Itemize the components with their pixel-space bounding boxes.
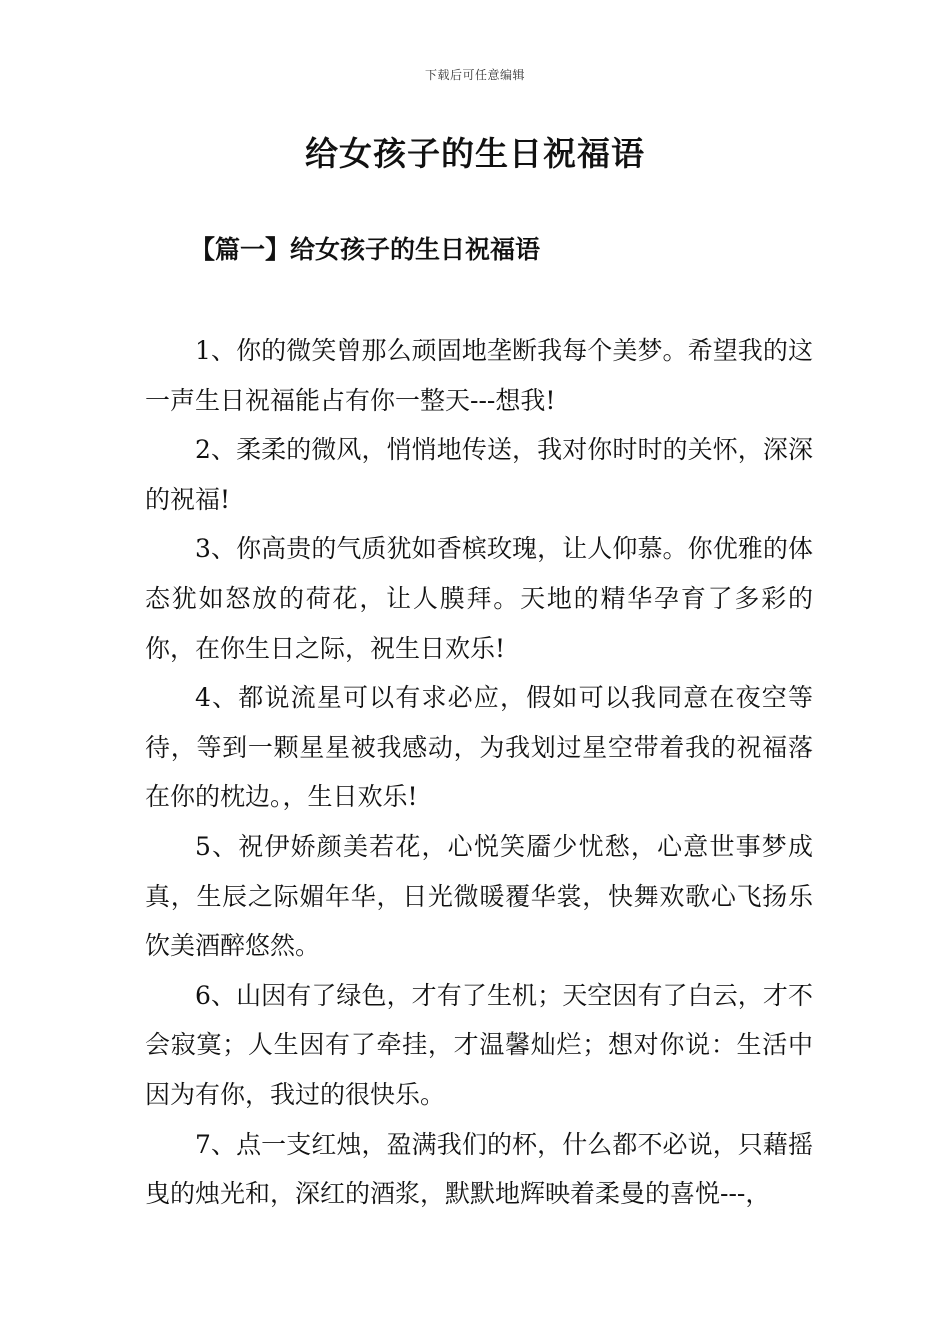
document-title: 给女孩子的生日祝福语 — [305, 134, 645, 173]
paragraph-6: 6、山因有了绿色，才有了生机；天空因有了白云，才不会寂寞；人生因有了牵挂，才温馨灿烂；想对你说：生活中因为有你，我过的很快乐。 — [145, 980, 813, 1109]
header-note: 下载后可任意编辑 — [424, 68, 525, 82]
paragraph-3: 3、你高贵的气质犹如香槟玫瑰，让人仰慕。你优雅的体态犹如怒放的荷花，让人膜拜。天地的精华孕育了多彩的你，在你生日之际，祝生日欢乐! — [145, 534, 813, 663]
paragraph-1: 1、你的微笑曾那么顽固地垄断我每个美梦。希望我的这一声生日祝福能占有你一整天---想我! — [145, 336, 813, 415]
paragraph-2: 2、柔柔的微风，悄悄地传送，我对你时时的关怀，深深的祝福! — [145, 435, 813, 514]
document-body — [145, 326, 813, 1219]
section-heading: 【篇一】给女孩子的生日祝福语 — [190, 235, 541, 264]
paragraph-7: 7、点一支红烛，盈满我们的杯，什么都不必说，只藉摇曳的烛光和，深红的酒浆，默默地辉映着柔曼的喜悦---， — [145, 1129, 813, 1209]
paragraph-5: 5、祝伊娇颜美若花，心悦笑靥少忧愁，心意世事梦成真，生辰之际媚年华，日光微暖覆华裳，快舞欢歌心飞扬乐饮美酒醉悠然。 — [145, 831, 813, 961]
paragraph-4: 4、都说流星可以有求必应，假如可以我同意在夜空等待，等到一颗星星被我感动，为我划过星空带着我的祝福落在你的枕边。，生日欢乐! — [145, 683, 813, 812]
